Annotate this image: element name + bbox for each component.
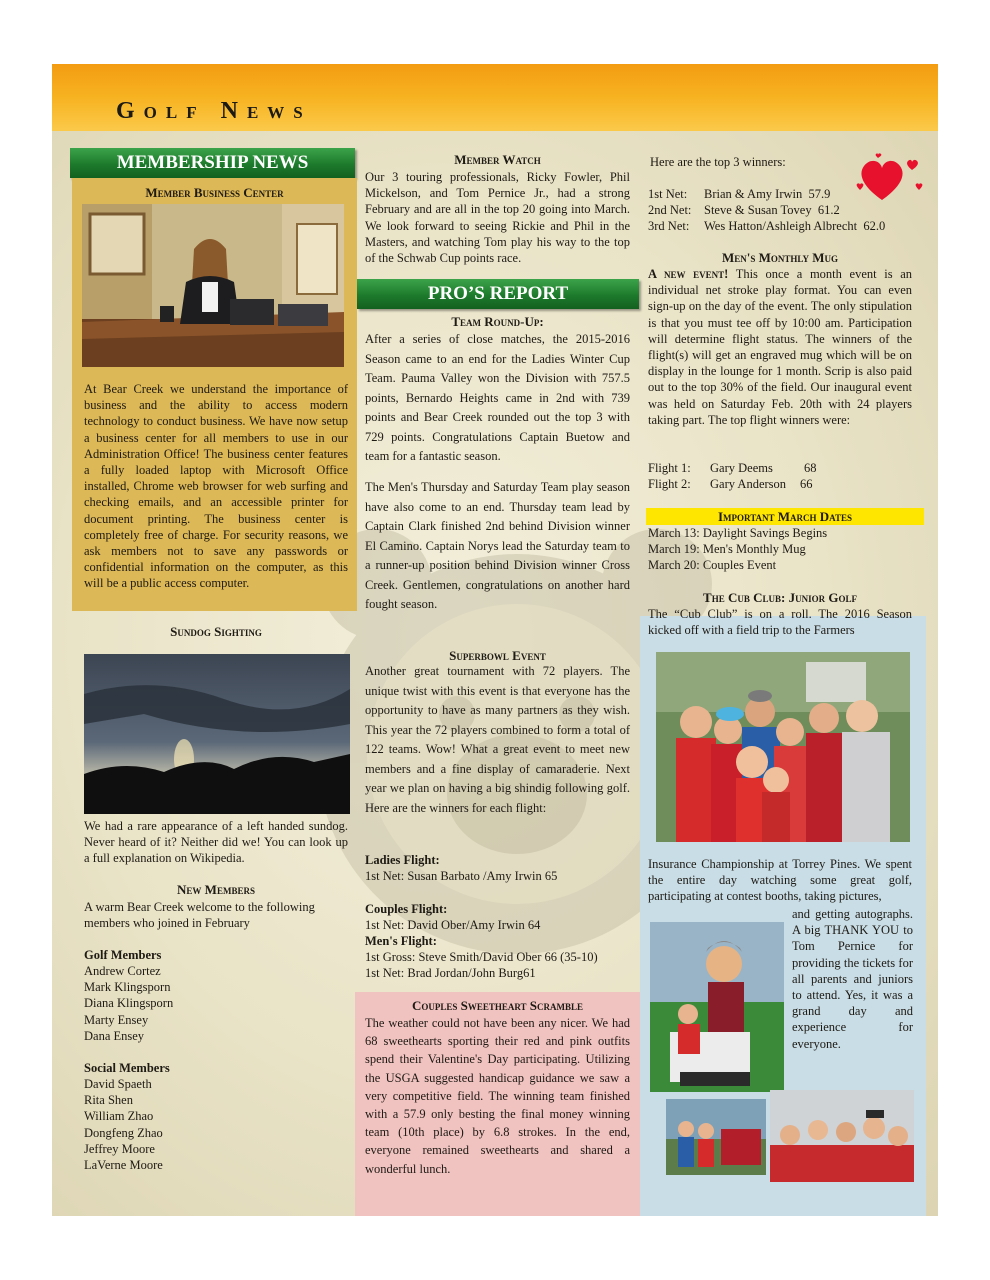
team-roundup-paragraph-1: After a series of close matches, the 2015-2016 Season came to an end for the Ladies Winter Cup Team. Pauma Valley won the Division with 757.5 points, Bernardo Heights came in 2nd with 739 points and Bear Creek rounded out the top 3 with 729 points. Congratulations Captain Buetow and team for a fantastic season. <box>365 332 630 463</box>
member-watch-body: Our 3 touring professionals, Ricky Fowler, Phil Mickelson, and Tom Pernice Jr., had a strong February and are all in the top 20 going into March. We look forward to seeing Rickie and Phil in the Masters, and watching Tom play his way to the top of the Schwab Cup points race. <box>365 170 630 266</box>
march-dates-heading: Important March Dates <box>717 509 853 524</box>
new-members-heading: New Members <box>177 882 255 897</box>
ladies-flight-label: Ladies Flight: <box>365 853 440 867</box>
list-item: Dongfeng Zhao <box>84 1125 163 1140</box>
sundog-heading: Sundog Sighting <box>170 624 262 639</box>
list-item: Andrew Cortez <box>84 964 161 978</box>
business-center-photo <box>82 204 344 367</box>
list-item: Jeffrey Moore <box>84 1141 155 1156</box>
list-item: Marty Ensey <box>84 1012 149 1027</box>
list-item: LaVerne Moore <box>84 1158 163 1173</box>
mascot-photo <box>650 922 784 1092</box>
superbowl-heading: Superbowl Event <box>449 648 546 663</box>
sweetheart-body: The weather could not have been any nicer. We had 68 sweethearts sporting their red and pink outfits spend their Valentine's Day participating. Utilizing the USGA suggested handicap guidance we saw a very competitive field. The winning team finished with a 57.9 only besting the final money winning team (10th place) by 6.8 strokes. In the end, everyone remained sweethearts and shared a wonderful lunch. <box>365 1016 630 1176</box>
golf-members-list <box>84 963 173 1044</box>
list-item: March 13: Daylight Savings Begins <box>648 526 828 540</box>
membership-news-banner: MEMBERSHIP NEWS <box>70 148 355 178</box>
cub-club-group-photo <box>656 652 910 842</box>
page-title: Golf News <box>116 98 312 124</box>
sweetheart-heading: Couples Sweetheart Scramble <box>411 998 584 1013</box>
monthly-mug-body: A new event! This once a month event is an individual net stroke play format. You can even sign-up on the day of the event. The only stipulation is that you must tee off by 10:00 am. Participation will determine flight status. The winners of the flight(s) will get an engraved mug which will be on display in the lounge for 1 month. Scrip is also paid out to the top 30% of the field. Our inaugural event was held on Saturday Feb. 20th with 24 players taking part. The top flight winners were: <box>648 267 912 427</box>
march-dates-list <box>648 525 827 574</box>
cub-club-paragraph-3: and getting autographs. A big THANK YOU to Tom Pernice for providing the tickets for all parents and juniors to attend. Yes, it was a grand day and experience for everyone. <box>792 907 913 1051</box>
list-item: Mark Klingsporn <box>84 980 171 995</box>
superbowl-body: Another great tournament with 72 players. The unique twist with this event is that everyone has the opportunity to have as many partners as they wish. This year the 72 players combined to form a total of 122 teams. Wow! What a great event to meet new members and a fine display of camaraderie. Next year we plan on having a big shindig following golf. Here are the winners for each flight: <box>365 664 630 815</box>
new-members-intro: A warm Bear Creek welcome to the following members who joined in February <box>84 900 315 931</box>
table-row: 2nd Net: Steve & Susan Tovey 61.2 <box>648 203 840 218</box>
table-row: 1st Net: Brian & Amy Irwin 57.9 <box>648 187 831 201</box>
cart-photo <box>666 1099 766 1175</box>
member-watch-heading: Member Watch <box>454 152 541 167</box>
winners-table <box>648 186 885 235</box>
header-bar <box>52 64 938 131</box>
table-row: Flight 2: Gary Anderson 66 <box>648 477 813 492</box>
monthly-mug-heading: Men's Monthly Mug <box>721 250 839 265</box>
monthly-mug-flights <box>648 460 817 492</box>
list-item: Rita Shen <box>84 1093 133 1108</box>
business-center-body: At Bear Creek we understand the importance of business and the ability to access modern technology to conduct business. We have now setup a business center for all members to use in our Administration Office! The business center features a fully loaded laptop with Microsoft Office installed, Chrome web browser for web surfing and checking emails, and an accessible printer for document printing. The business center is completely free of charge. For security reasons, we ask members not to save any passwords or confidential information on the computer, as this will be a public access computer. <box>84 382 348 591</box>
table-row: 3rd Net: Wes Hatton/Ashleigh Albrecht 62.0 <box>648 219 886 234</box>
sundog-body: We had a rare appearance of a left handed sundog. Never heard of it? Neither did we! You can look up a full explanation on Wikipedia. <box>84 819 348 866</box>
list-item: William Zhao <box>84 1109 154 1124</box>
sundog-photo <box>84 654 350 814</box>
golf-members-label: Golf Members <box>84 948 162 962</box>
list-item: Dana Ensey <box>84 1028 145 1043</box>
couples-flight-label: Couples Flight: <box>365 902 448 916</box>
list-item: Diana Klingsporn <box>84 996 174 1011</box>
social-members-list <box>84 1076 163 1173</box>
monthly-mug-lead: A new event! <box>648 267 729 281</box>
team-roundup-heading: Team Round-Up: <box>451 314 544 329</box>
list-item: David Spaeth <box>84 1077 152 1091</box>
table-row: Flight 1: Gary Deems 68 <box>648 461 817 475</box>
ladies-flight-result: 1st Net: Susan Barbato /Amy Irwin 65 <box>365 869 558 883</box>
newsletter-page <box>52 64 938 1216</box>
mens-flight-result-gross: 1st Gross: Steve Smith/David Ober 66 (35-10) <box>365 950 598 964</box>
business-center-heading: Member Business Center <box>145 185 284 200</box>
winners-intro: Here are the top 3 winners: <box>650 155 786 169</box>
mens-flight-result-net: 1st Net: Brad Jordan/John Burg61 <box>365 966 536 980</box>
social-members-label: Social Members <box>84 1061 170 1075</box>
lunch-group-photo <box>770 1090 914 1182</box>
mens-flight-label: Men's Flight: <box>365 934 437 948</box>
couples-flight-result: 1st Net: David Ober/Amy Irwin 64 <box>365 918 541 932</box>
team-roundup-paragraph-2: The Men's Thursday and Saturday Team play season have also come to an end. Thursday team lead by Captain Clark finished 2nd behind Division winner El Camino. Captain Norys lead the Saturday team to a runner-up position behind Division winner Cross Creek. Gentlemen, congratulations on another hard fought season. <box>365 480 630 611</box>
pros-report-banner: PRO’S REPORT <box>357 279 639 309</box>
cub-club-paragraph-1: The “Cub Club” is on a roll. The 2016 Season kicked off with a field trip to the Farmers <box>648 607 912 638</box>
list-item: March 19: Men's Monthly Mug <box>648 542 806 557</box>
cub-club-heading: The Cub Club: Junior Golf <box>703 590 857 605</box>
cub-club-paragraph-2: Insurance Championship at Torrey Pines. We spent the entire day watching some great golf, participating at contest booths, taking pictures, <box>648 857 912 904</box>
list-item: March 20: Couples Event <box>648 558 777 573</box>
